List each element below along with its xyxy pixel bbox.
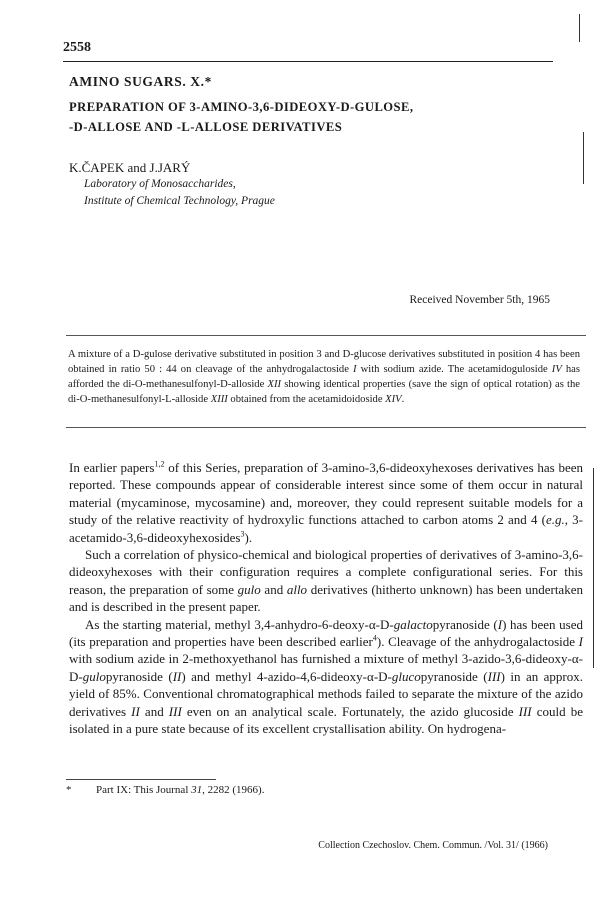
header-rule [63, 61, 553, 62]
affiliation-line1: Laboratory of Monosaccharides, [84, 178, 236, 190]
scan-edge-line [593, 468, 594, 668]
reference-superscript: 3 [240, 529, 245, 539]
abstract-top-rule [66, 335, 586, 336]
journal-footer: Collection Czechoslov. Chem. Commun. /Vol. 31/ (1966) [318, 840, 548, 851]
abstract-bottom-rule [66, 427, 586, 428]
received-date: Received November 5th, 1965 [409, 294, 550, 306]
abstract: A mixture of a D-gulose derivative substituted in position 3 and D-glucose derivatives substituted in position 4 has been obtained in ratio 50 : 44 on cleavage of the anhydrogalactoside I with sodium azide. The acetamidoguloside IV has afforded the di-O-methanesulfonyl-D-alloside XII showing identical properties (save the sign of optical rotation) as the di-O-methanesulfonyl-L-alloside XIII obtained from the acetamidoidoside XIV. [68, 349, 581, 405]
scan-edge-line [583, 132, 584, 184]
body-text [69, 459, 583, 738]
authors: K.ČAPEK and J.JARÝ [69, 160, 191, 175]
footnote: * Part IX: This Journal 31, 2282 (1966). [66, 784, 265, 796]
series-title: AMINO SUGARS. X.* [69, 74, 212, 89]
affiliation-line2: Institute of Chemical Technology, Prague [84, 195, 275, 207]
page-number: 2558 [63, 40, 91, 55]
paper-title-line2: -D-ALLOSE AND -L-ALLOSE DERIVATIVES [69, 120, 343, 134]
scan-edge-line [579, 14, 580, 42]
paper-title-line1: PREPARATION OF 3-AMINO-3,6-DIDEOXY-D-GULOSE, [69, 100, 414, 114]
paragraph-3: As the starting material, methyl 3,4-anhydro-6-deoxy-α-D-galactopyranoside (I) has been used (its preparation and properties have been described earlier$^4$). Cleavage of the anhydrogalactoside I with sodium azide in 2-methoxyethanol has furnished a mixture of methyl 3-azido-3,6-dideoxy-α-D-gulopyranoside (II) and methyl 4-azido-4,6-dideoxy-α-D-glucopyranoside (III) in an approx. yield of 85%. Conventional chromatographical methods failed to separate the mixture of the azido derivatives II and III even on an analytical scale. Fortunately, the azido glucoside III could be isolated in a pure state because of its excellent crystallisation ability. On hydrogena- [69, 616, 584, 737]
reference-superscript: 1,2 [154, 459, 165, 469]
paragraph-1: In earlier papers$^{1,2}$ of this Series, preparation of 3-amino-3,6-dideoxyhexoses derivatives has been reported. These compounds appear of considerable interest since some of them occur in natural material (mycaminose, mycosamine) and, moreover, they could represent suitable models for a study of the relative reactivity of hydroxylic functions attached to carbon atoms 2 and 4 (e.g., 3-acetamido-3,6-dideoxyhexosides$^3$). [69, 459, 584, 545]
footnote-rule [66, 779, 216, 780]
paragraph-2: Such a correlation of physico-chemical and biological properties of derivatives of 3-amino-3,6-dideoxyhexoses with their configuration requires a complete configurational series. For this reason, the preparation of some gulo and allo derivatives (hitherto unknown) has been undertaken and is described in the present paper. [69, 547, 583, 615]
reference-superscript: 4 [372, 633, 377, 643]
footnote-marker: * [66, 784, 72, 796]
